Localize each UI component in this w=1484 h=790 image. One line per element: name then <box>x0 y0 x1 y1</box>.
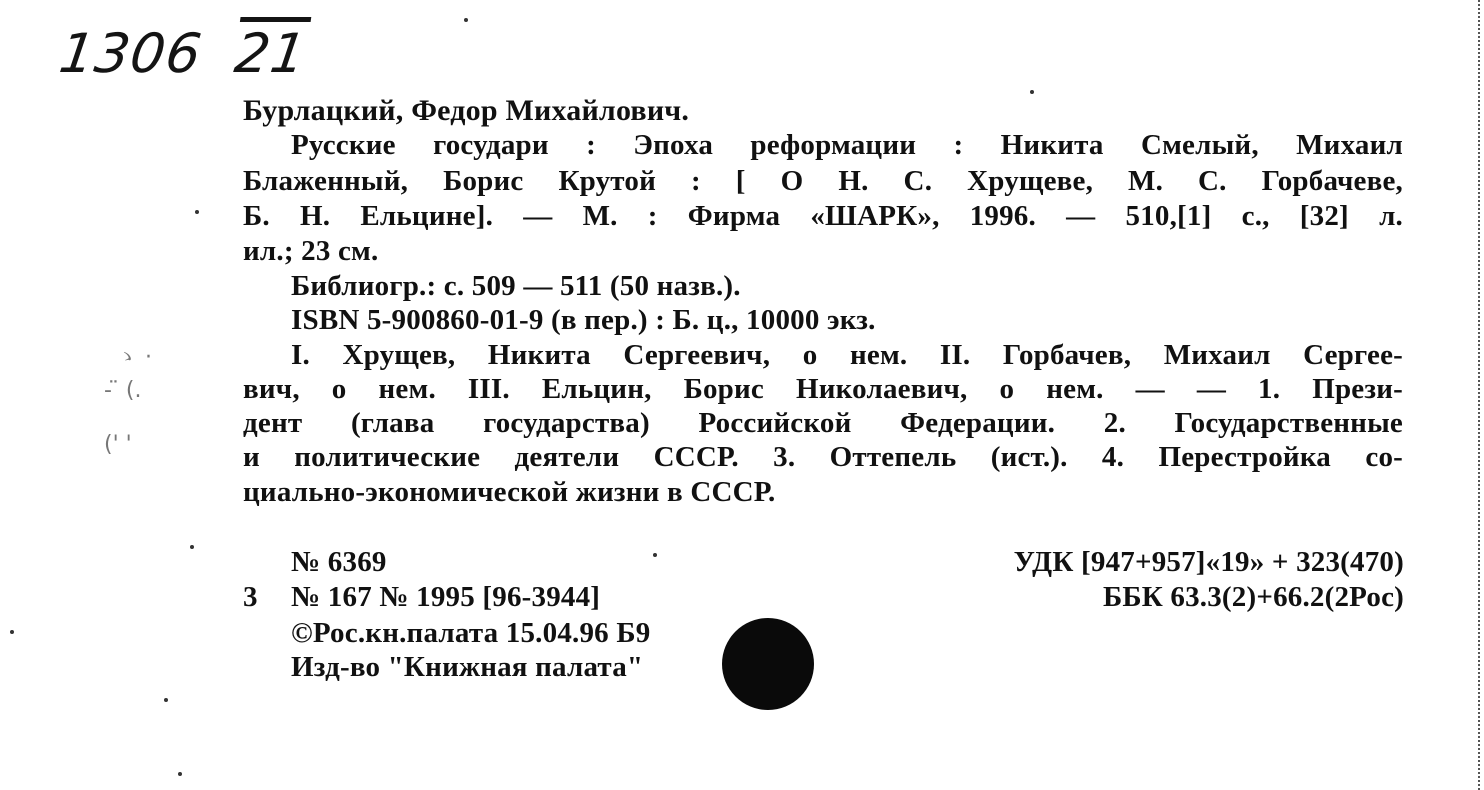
handwritten-number: 1306 <box>55 22 206 85</box>
bbk-code: ББК 63.3(2)+66.2(2Рос) <box>1102 581 1404 613</box>
handwritten-note <box>56 22 311 85</box>
margin-mark: - ̈ (. <box>104 378 142 403</box>
copyright-line: ©Рос.кн.палата 15.04.96 Б9 <box>291 617 651 649</box>
speck <box>195 210 199 214</box>
speck <box>653 553 657 557</box>
title-line-1: Русские государи : Эпоха реформации : Никита Смелый, Михаил <box>291 129 1403 161</box>
title-line-3: Б. Н. Ельцине]. — М. : Фирма «ШАРК», 1996. — 510,[1] с., [32] л. <box>243 200 1403 232</box>
ink-blot <box>722 618 814 710</box>
subject-line-2: вич, о нем. III. Ельцин, Борис Николаевич, о нем. — — 1. Прези- <box>243 373 1403 405</box>
bibliography-note: Библиогр.: с. 509 — 511 (50 назв.). <box>291 270 741 302</box>
isbn-line: ISBN 5-900860-01-9 (в пер.) : Б. ц., 10000 экз. <box>291 304 876 336</box>
speck <box>164 698 168 702</box>
margin-mark: ゝ · <box>116 345 152 370</box>
subject-line-5: циально-экономической жизни в СССР. <box>243 476 776 508</box>
subject-line-3: дент (глава государства) Российской Федерации. 2. Государственные <box>243 407 1403 439</box>
title-line-4: ил.; 23 см. <box>243 235 379 267</box>
speck <box>178 772 182 776</box>
publisher-line: Изд-во "Книжная палата" <box>291 651 644 683</box>
card-prefix: 3 <box>243 581 258 613</box>
subject-line-1: I. Хрущев, Никита Сергеевич, о нем. II. Горбачев, Михаил Сергее- <box>291 339 1403 371</box>
card-edge <box>1475 0 1480 790</box>
udk-code: УДК [947+957]«19» + 323(470) <box>1013 546 1404 578</box>
speck <box>10 630 14 634</box>
speck <box>190 545 194 549</box>
margin-mark: (' ' <box>104 432 132 457</box>
handwritten-fraction: 21 <box>231 22 311 85</box>
speck <box>464 18 468 22</box>
subject-line-4: и политические деятели СССР. 3. Оттепель (ист.). 4. Перестройка со- <box>243 441 1403 473</box>
speck <box>1030 90 1034 94</box>
author-heading: Бурлацкий, Федор Михайлович. <box>243 94 690 127</box>
registration-numbers: № 167 № 1995 [96-3944] <box>291 581 601 613</box>
card-number: № 6369 <box>291 546 387 578</box>
title-line-2: Блаженный, Борис Крутой : [ О Н. С. Хрущеве, М. С. Горбачеве, <box>243 165 1403 197</box>
